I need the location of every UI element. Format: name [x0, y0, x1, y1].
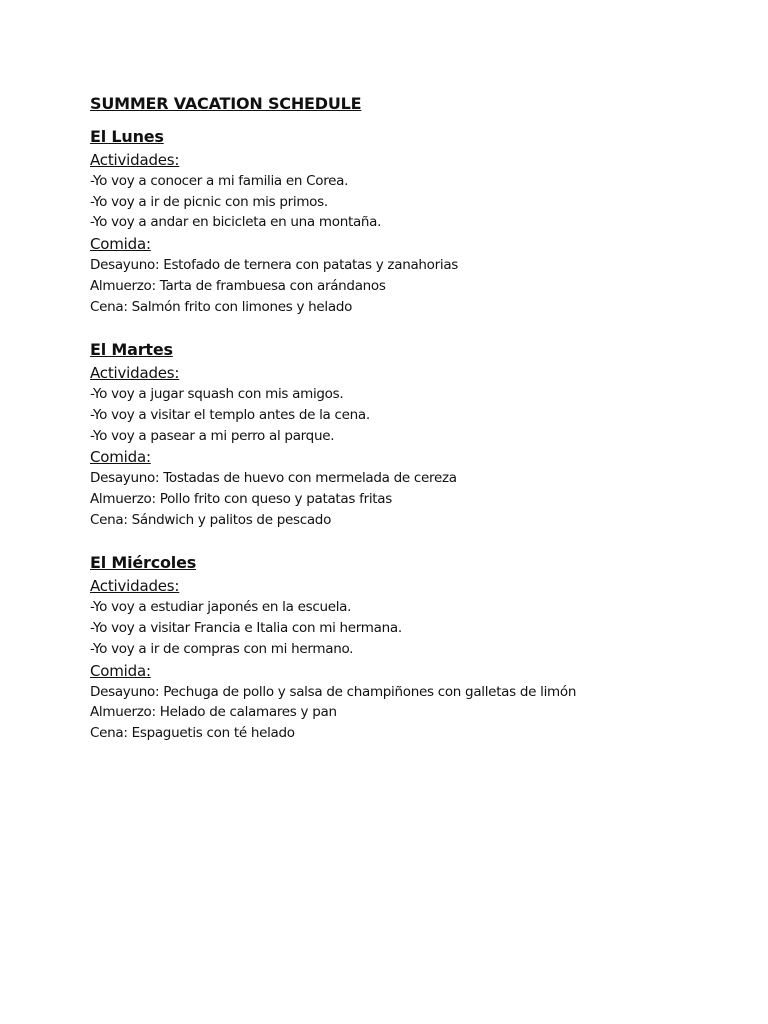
- day-heading: El Lunes: [90, 127, 164, 146]
- meal-item: Desayuno: Tostadas de huevo con mermelada de cereza: [90, 470, 457, 487]
- activity-item: -Yo voy a conocer a mi familia en Corea.: [90, 173, 349, 189]
- meal-item: Almuerzo: Helado de calamares y pan: [90, 704, 337, 721]
- activity-item: -Yo voy a estudiar japonés en la escuela.: [90, 599, 352, 616]
- meal-item: Cena: Sándwich y palitos de pescado: [90, 511, 332, 528]
- activities-heading: Actividades:: [90, 364, 180, 383]
- meal-item: Cena: Salmón frito con limones y helado: [90, 298, 353, 315]
- activity-item: -Yo voy a jugar squash con mis amigos.: [90, 386, 344, 403]
- day-section-martes: [90, 339, 730, 530]
- food-heading: Comida:: [90, 235, 151, 254]
- activity-item: -Yo voy a ir de compras con mi hermano.: [90, 640, 354, 657]
- meal-item: Desayuno: Estofado de ternera con patatas y zanahorias: [90, 257, 459, 274]
- meal-item: Almuerzo: Tarta de frambuesa con arándanos: [90, 277, 386, 294]
- day-section-miercoles: [90, 552, 730, 743]
- day-heading: El Martes: [90, 340, 173, 360]
- activity-item: -Yo voy a ir de picnic con mis primos.: [90, 193, 328, 210]
- activity-item: -Yo voy a andar en bicicleta en una montaña.: [90, 214, 382, 231]
- food-heading: Comida:: [90, 661, 151, 680]
- activities-heading: Actividades:: [90, 151, 180, 169]
- document-title: SUMMER VACATION SCHEDULE: [90, 94, 362, 113]
- activity-item: -Yo voy a visitar el templo antes de la cena.: [90, 406, 370, 423]
- activity-item: -Yo voy a pasear a mi perro al parque.: [90, 427, 335, 444]
- activity-item: -Yo voy a visitar Francia e Italia con mi hermana.: [90, 620, 402, 637]
- food-heading: Comida:: [90, 448, 151, 467]
- meal-item: Almuerzo: Pollo frito con queso y patatas fritas: [90, 491, 392, 508]
- meal-item: Desayuno: Pechuga de pollo y salsa de champiñones con galletas de limón: [90, 683, 577, 700]
- document-page: [90, 93, 730, 766]
- meal-item: Cena: Espaguetis con té helado: [90, 724, 295, 741]
- day-section-lunes: [90, 126, 730, 317]
- day-heading: El Miércoles: [90, 553, 197, 573]
- activities-heading: Actividades:: [90, 577, 180, 596]
